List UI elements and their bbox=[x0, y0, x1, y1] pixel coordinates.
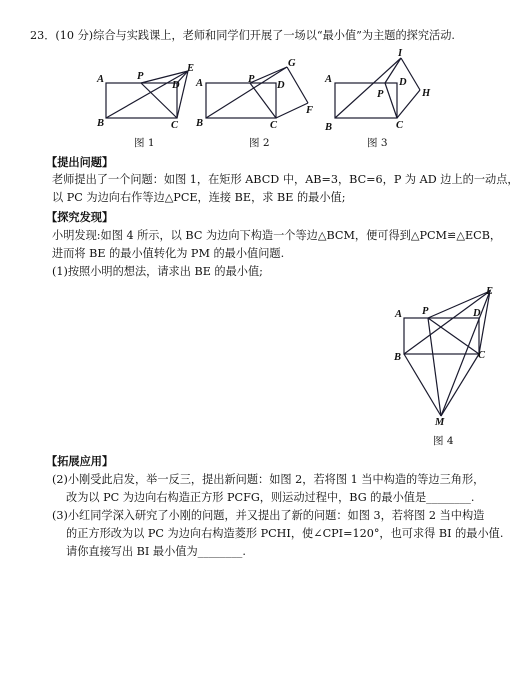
fig2-label-D: D bbox=[277, 80, 285, 91]
figure-segment bbox=[385, 83, 397, 118]
fig4-label-D: D bbox=[473, 308, 481, 319]
figure-segment bbox=[428, 318, 441, 416]
figure-segment bbox=[141, 71, 188, 83]
fig2-label-F: F bbox=[306, 105, 314, 116]
fig4-label-B: B bbox=[394, 352, 402, 363]
figure-3-geometry bbox=[335, 58, 420, 118]
fig3-label-I: I bbox=[398, 48, 403, 59]
fig3-label-D: D bbox=[399, 77, 407, 88]
extend-question-2-line-1: (2)小刚受此启发，举一反三，提出新问题：如图 2，若将图 1 当中构造的等边三角形， bbox=[52, 473, 485, 486]
extend-question-2-line-2: 改为以 PC 为边向右构造正方形 PCFG，则运动过程中，BG 的最小值是________. bbox=[66, 491, 475, 504]
fig1-label-E: E bbox=[187, 63, 195, 74]
figure-segment bbox=[401, 58, 420, 90]
fig4-label-A: A bbox=[395, 309, 403, 320]
explore-line-2: 进而将 BE 的最小值转化为 PM 的最小值问题. bbox=[52, 247, 285, 260]
fig4-label-M: M bbox=[435, 417, 445, 428]
figure-segment bbox=[335, 58, 401, 118]
figure-segment bbox=[177, 71, 188, 83]
figure-segment bbox=[479, 291, 490, 354]
extend-question-3-line-3: 请你直接写出 BI 最小值为________. bbox=[66, 545, 246, 558]
figure-4-geometry bbox=[404, 291, 490, 416]
fig3-label-B: B bbox=[325, 122, 333, 133]
problem-line-1: 老师提出了一个问题：如图 1，在矩形 ABCD 中，AB=3，BC=6，P 为 AD 边上的一动点， bbox=[52, 173, 519, 186]
figure-segment bbox=[206, 83, 276, 118]
fig1-label-A: A bbox=[97, 74, 105, 85]
figure-segment bbox=[276, 103, 308, 118]
figure-2-geometry bbox=[206, 67, 308, 118]
question-heading: 23．(10 分)综合与实践课上，老师和同学们开展了一场以“最小值”为主题的探究活动. bbox=[30, 29, 455, 42]
figure-segment bbox=[404, 318, 479, 354]
fig2-label-C: C bbox=[270, 120, 278, 131]
figure-segment bbox=[385, 58, 401, 83]
figure-segment bbox=[106, 71, 188, 118]
fig3-label-H: H bbox=[422, 88, 431, 99]
figure-segment bbox=[177, 71, 188, 118]
fig4-label-E: E bbox=[486, 286, 494, 297]
explore-section-title: 【探究发现】 bbox=[46, 210, 114, 224]
fig1-label-D: D bbox=[172, 80, 180, 91]
explore-question-1: (1)按照小明的想法，请求出 BE 的最小值; bbox=[52, 265, 263, 278]
figure-segment bbox=[250, 83, 276, 118]
figure-segment bbox=[287, 67, 308, 103]
fig2-label-G: G bbox=[288, 58, 296, 69]
figure-segment bbox=[404, 354, 441, 416]
fig4-caption: 图 4 bbox=[433, 435, 454, 447]
fig2-label-P: P bbox=[248, 74, 255, 85]
fig2-label-A: A bbox=[196, 78, 204, 89]
fig1-label-C: C bbox=[171, 120, 179, 131]
fig1-caption: 图 1 bbox=[134, 137, 155, 149]
extend-question-3-line-1: (3)小红同学深入研究了小刚的问题，并又提出了新的问题：如图 3，若将图 2 当中构造 bbox=[52, 509, 485, 522]
fig1-label-P: P bbox=[137, 71, 144, 82]
figure-segment bbox=[428, 318, 479, 354]
fig3-label-C: C bbox=[396, 120, 404, 131]
figure-1-geometry bbox=[106, 71, 188, 118]
fig4-label-P: P bbox=[422, 306, 429, 317]
fig3-label-P: P bbox=[377, 89, 384, 100]
figure-segment bbox=[335, 83, 397, 118]
figure-segment bbox=[397, 90, 420, 118]
fig3-label-A: A bbox=[325, 74, 333, 85]
fig1-label-B: B bbox=[97, 118, 105, 129]
extend-question-3-line-2: 的正方形改为以 PC 为边向右构造菱形 PCHI，使∠CPI=120°，也可求得 BI 的最小值. bbox=[66, 527, 504, 540]
figure-segment bbox=[428, 291, 490, 318]
problem-section-title: 【提出问题】 bbox=[46, 155, 114, 169]
figure-segment bbox=[441, 291, 490, 416]
fig2-caption: 图 2 bbox=[249, 137, 270, 149]
fig3-caption: 图 3 bbox=[367, 137, 388, 149]
fig4-label-C: C bbox=[478, 350, 486, 361]
fig2-label-B: B bbox=[196, 118, 204, 129]
figure-segment bbox=[141, 83, 177, 118]
extend-section-title: 【拓展应用】 bbox=[46, 454, 114, 468]
figure-segment bbox=[250, 67, 287, 83]
explore-line-1: 小明发现:如图 4 所示，以 BC 为边向下构造一个等边△BCM，便可得到△PCM≌△ECB， bbox=[52, 229, 502, 242]
figure-segment bbox=[404, 291, 490, 354]
figure-segment bbox=[106, 83, 177, 118]
figure-segment bbox=[441, 354, 479, 416]
problem-line-2: 以 PC 为边向右作等边△PCE，连接 BE，求 BE 的最小值; bbox=[52, 191, 346, 204]
figure-segment bbox=[206, 67, 287, 118]
